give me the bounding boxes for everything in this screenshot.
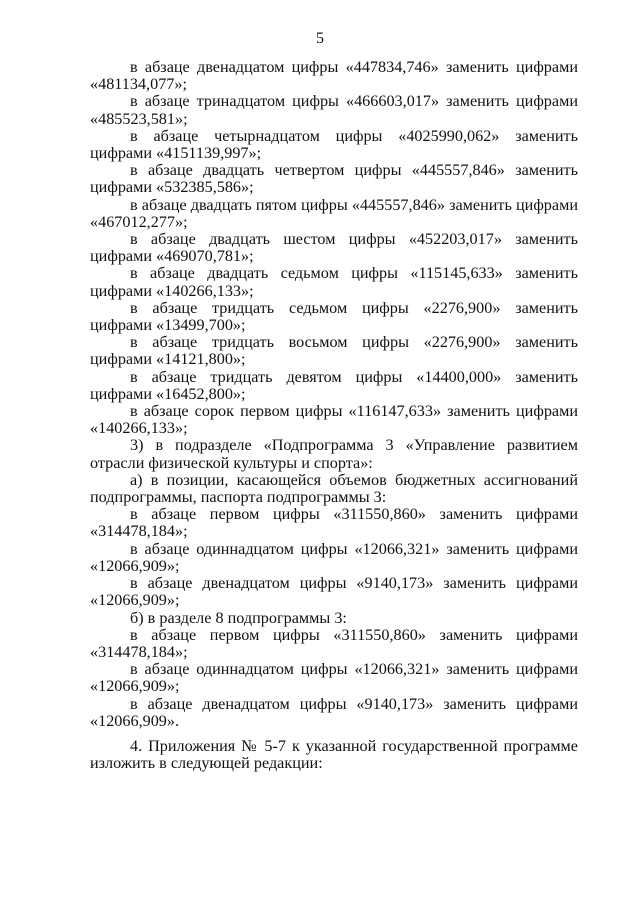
subsection-heading: б) в разделе 8 подпрограммы 3: [130,608,347,627]
paragraph: в абзаце одиннадцатом цифры «12066,321» заменить цифрами «12066,909»; [90,660,578,696]
paragraph: в абзаце двадцать четвертом цифры «445557,846» заменить цифрами «532385,586»; [90,161,578,197]
paragraph: в абзаце тридцать восьмом цифры «2276,900» заменить цифрами «14121,800»; [90,333,578,369]
page-number: 5 [316,30,324,47]
section-heading: 3) в подразделе «Подпрограмма 3 «Управление развитием отрасли физической культуры и спорта»: [90,436,578,472]
paragraph: в абзаце тридцать седьмом цифры «2276,900» заменить цифрами «13499,700»; [90,298,578,335]
paragraph: в абзаце двенадцатом цифры «9140,173» заменить цифрами «12066,909». [90,694,578,730]
paragraph: в абзаце одиннадцатом цифры «12066,321» заменить цифрами «12066,909»; [90,539,578,575]
paragraph: в абзаце первом цифры «311550,860» заменить цифрами «314478,184»; [90,505,578,541]
subsection-heading: а) в позиции, касающейся объемов бюджетных ассигнований подпрограммы, паспорта подпрограммы 3: [90,470,578,507]
document-body [90,59,578,772]
paragraph: в абзаце двенадцатом цифры «447834,746» заменить цифрами «481134,077»; [90,58,578,94]
paragraph: в абзаце сорок первом цифры «116147,633» заменить цифрами «140266,133»; [90,402,578,438]
paragraph: в абзаце тринадцатом цифры «466603,017» заменить цифрами «485523,581»; [90,92,578,128]
paragraph: в абзаце двадцать шестом цифры «452203,017» заменить цифрами «469070,781»; [90,230,578,266]
paragraph: в абзаце двенадцатом цифры «9140,173» заменить цифрами «12066,909»; [90,574,578,610]
paragraph: в абзаце четырнадцатом цифры «4025990,062» заменить цифрами «4151139,997»; [90,126,578,163]
section-heading: 4. Приложения № 5-7 к указанной государственной программе изложить в следующей редакции: [90,736,578,773]
paragraph: в абзаце двадцать седьмом цифры «115145,633» заменить цифрами «140266,133»; [90,264,578,300]
paragraph: в абзаце двадцать пятом цифры «445557,846» заменить цифрами «467012,277»; [90,195,578,231]
paragraph: в абзаце первом цифры «311550,860» заменить цифрами «314478,184»; [90,625,578,661]
paragraph: в абзаце тридцать девятом цифры «14400,000» заменить цифрами «16452,800»; [90,367,578,403]
